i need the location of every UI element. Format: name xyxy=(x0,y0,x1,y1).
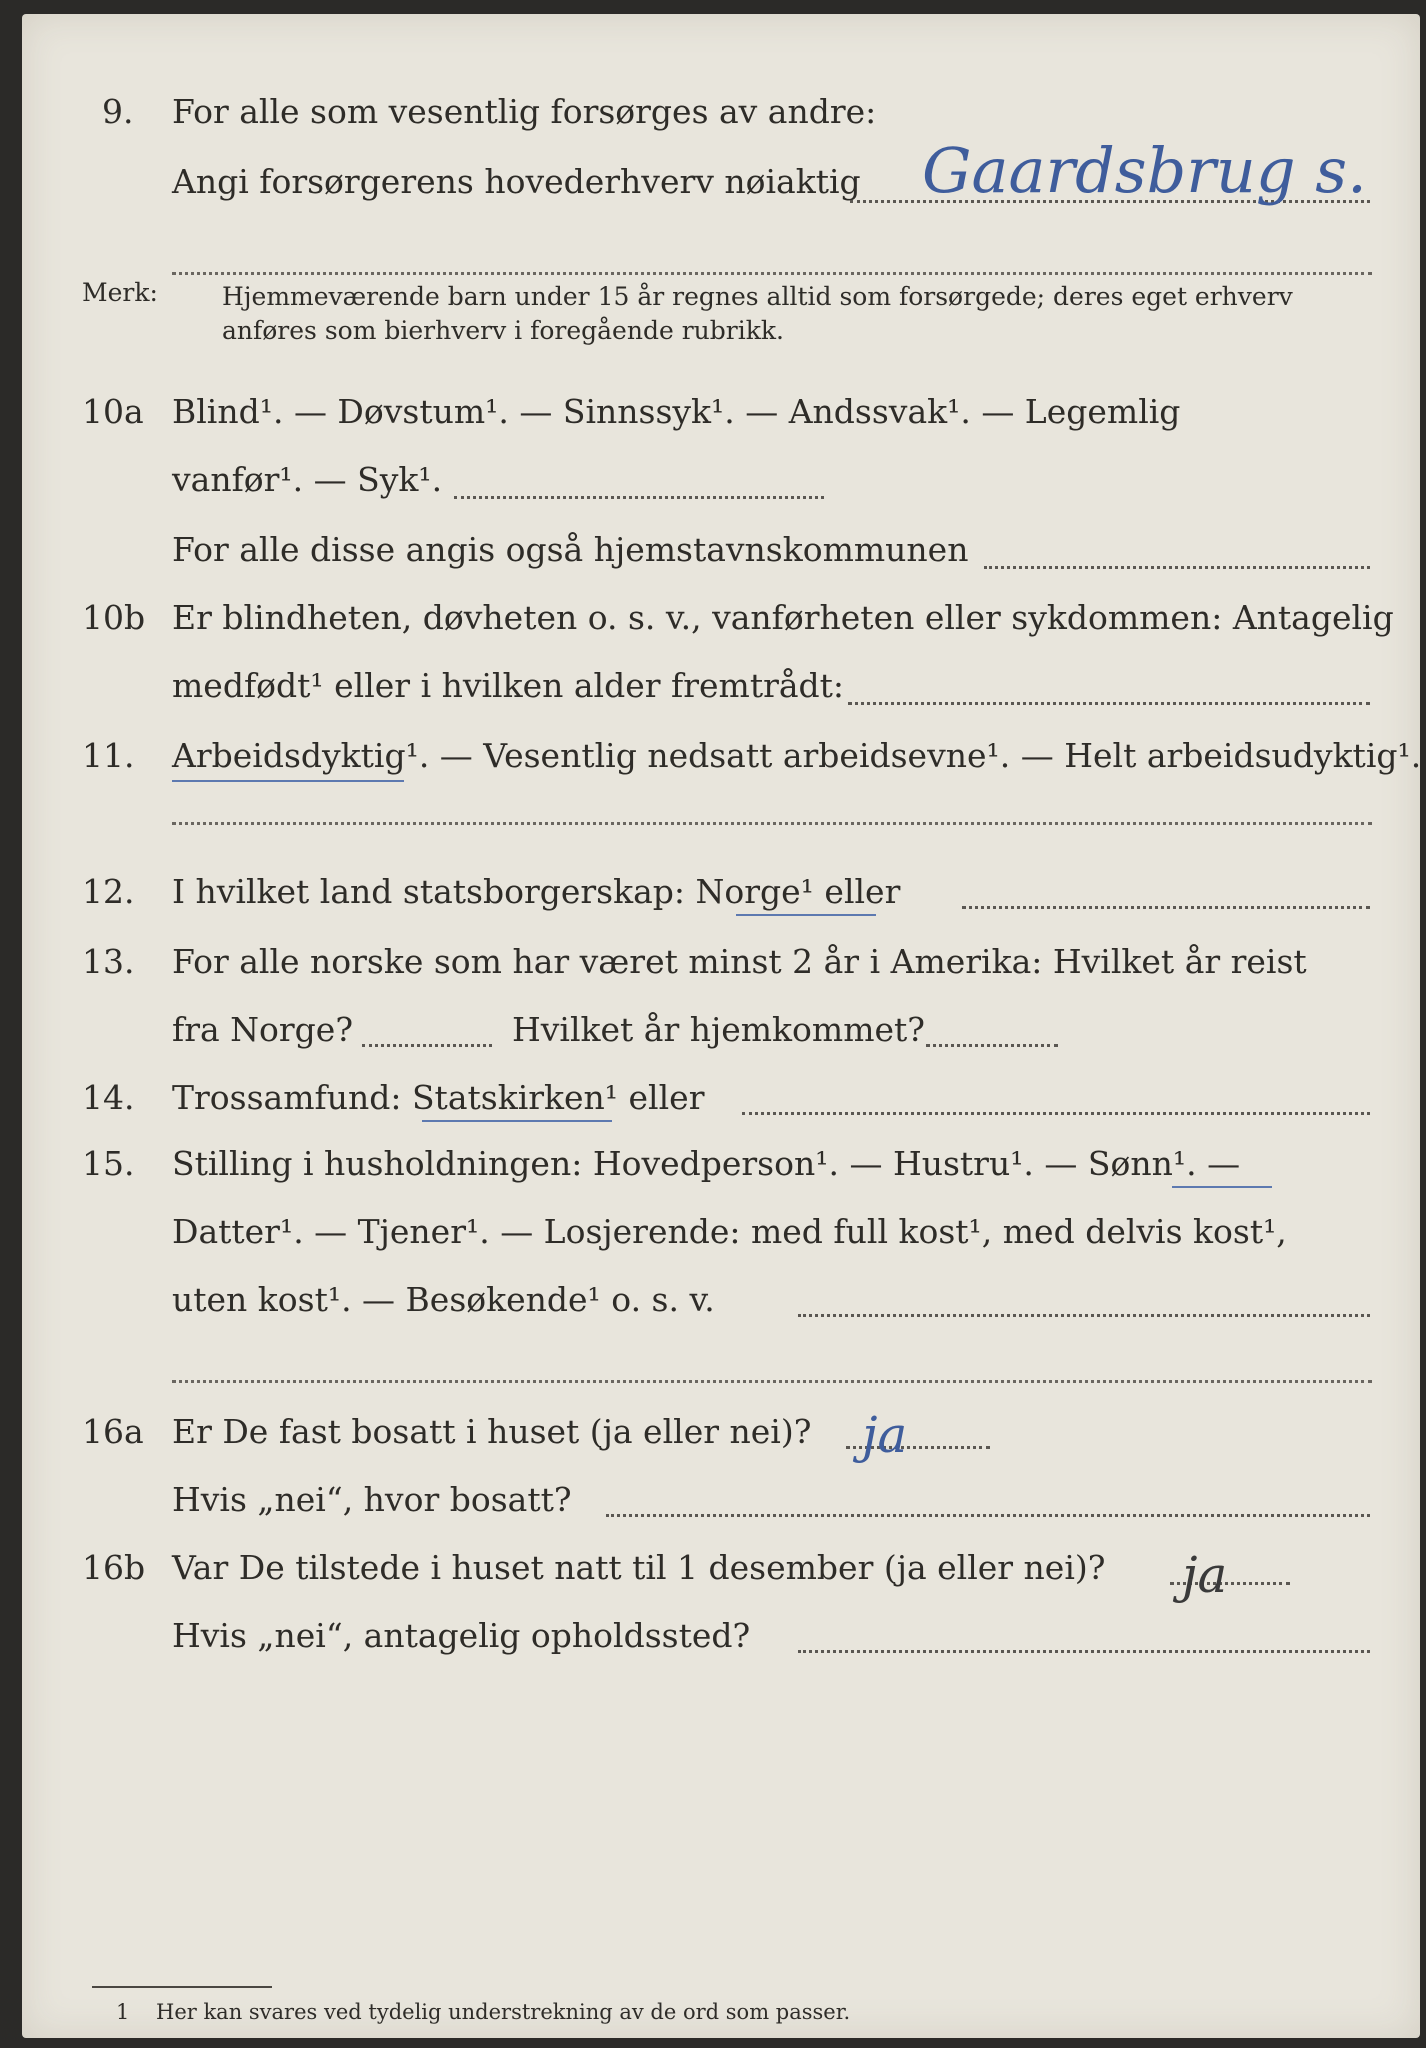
item-15-line1 xyxy=(172,1144,1240,1200)
item-10a-hometown-line xyxy=(984,566,1370,569)
item-16a-residence-line xyxy=(606,1514,1370,1517)
item-number-16b: 16b xyxy=(82,1548,146,1587)
item-14-line1 xyxy=(172,1078,704,1134)
note-line1: Hjemmeværende barn under 15 år regnes alltid som forsørgede; deres eget erhverv xyxy=(222,282,1293,311)
item-15-answer-line xyxy=(798,1314,1370,1317)
item-number-10a: 10a xyxy=(82,392,144,431)
item-15-line2: Datter¹. — Tjener¹. — Losjerende: med full kost¹, med delvis kost¹, xyxy=(172,1212,1287,1251)
item-9-extra-line xyxy=(172,272,1372,275)
item-9-line2: Angi forsørgerens hovederhverv nøiaktig xyxy=(172,162,861,201)
item-12-pen-underline xyxy=(736,914,876,916)
note-label: Merk: xyxy=(82,278,158,307)
item-12-underlined-choice: Norge¹ xyxy=(695,872,814,911)
item-10a-line3: For alle disse angis også hjemstavnskommunen xyxy=(172,530,969,569)
item-9-line1: For alle som vesentlig forsørges av andre: xyxy=(172,92,877,131)
item-14-suffix: eller xyxy=(628,1078,705,1117)
item-number-12: 12. xyxy=(82,872,135,911)
item-16a-handwritten-answer: ja xyxy=(862,1406,908,1464)
item-11-pen-underline xyxy=(172,780,404,782)
item-number-10b: 10b xyxy=(82,598,146,637)
item-number-9: 9. xyxy=(102,92,134,131)
footnote-marker: 1 xyxy=(116,2000,130,2024)
item-13-line2a: fra Norge? xyxy=(172,1010,354,1049)
item-12-prefix: I hvilket land statsborgerskap: xyxy=(172,872,686,911)
item-15-line3: uten kost¹. — Besøkende¹ o. s. v. xyxy=(172,1280,715,1319)
item-12-answer-line xyxy=(962,906,1370,909)
item-number-13: 13. xyxy=(82,942,135,981)
item-10b-line1: Er blindheten, døvheten o. s. v., vanførheten eller sykdommen: Antagelig xyxy=(172,598,1394,637)
item-number-14: 14. xyxy=(82,1078,135,1117)
item-16a-line2: Hvis „nei“, hvor bosatt? xyxy=(172,1480,572,1519)
item-11-line1 xyxy=(172,736,1421,792)
item-15-pen-underline xyxy=(1172,1186,1272,1188)
item-number-15: 15. xyxy=(82,1144,135,1183)
item-10a-line2: vanfør¹. — Syk¹. xyxy=(172,460,443,499)
item-11-underlined-choice: Arbeidsdyktig¹ xyxy=(172,736,419,775)
item-10a-answer-line xyxy=(454,496,824,499)
item-12-suffix: eller xyxy=(824,872,901,911)
item-10a-line1: Blind¹. — Døvstum¹. — Sinnssyk¹. — Andssvak¹. — Legemlig xyxy=(172,392,1181,431)
item-11-extra-line xyxy=(172,822,1372,825)
item-15-extra-line xyxy=(172,1380,1372,1383)
item-15-underlined-choice: Sønn¹ xyxy=(1087,1144,1187,1183)
item-13-line1: For alle norske som har været minst 2 år i Amerika: Hvilket år reist xyxy=(172,942,1307,981)
item-16b-line1: Var De tilstede i huset natt til 1 desember (ja eller nei)? xyxy=(172,1548,1106,1587)
item-13-year-left-line xyxy=(362,1044,492,1047)
item-13-line2b: Hvilket år hjemkommet? xyxy=(512,1010,925,1049)
footnote-text: Her kan svares ved tydelig understrekning av de ord som passer. xyxy=(156,2000,851,2024)
item-15-prefix: Stilling i husholdningen: Hovedperson¹. — Hustru¹. — xyxy=(172,1144,1078,1183)
item-16a-line1: Er De fast bosatt i huset (ja eller nei)? xyxy=(172,1412,812,1451)
item-12-line1 xyxy=(172,872,900,928)
item-14-answer-line xyxy=(742,1112,1370,1115)
item-16b-line2: Hvis „nei“, antagelig opholdssted? xyxy=(172,1616,751,1655)
item-15-suffix: . — xyxy=(1186,1144,1241,1183)
item-10b-answer-line xyxy=(848,702,1370,705)
item-number-16a: 16a xyxy=(82,1412,144,1451)
note-line2: anføres som bierhverv i foregående rubrikk. xyxy=(222,316,784,345)
item-16b-residence-line xyxy=(798,1650,1370,1653)
footnote-separator xyxy=(92,1986,272,1988)
item-11-rest: . — Vesentlig nedsatt arbeidsevne¹. — Helt arbeidsudyktig¹. xyxy=(418,736,1422,775)
item-13-year-returned-line xyxy=(926,1044,1058,1047)
item-number-11: 11. xyxy=(82,736,135,775)
item-14-underlined-choice: Statskirken¹ xyxy=(411,1078,619,1117)
item-16b-handwritten-answer: ja xyxy=(1182,1546,1228,1604)
item-14-prefix: Trossamfund: xyxy=(172,1078,402,1117)
item-14-pen-underline xyxy=(422,1120,612,1122)
form-page xyxy=(22,14,1420,2038)
item-10b-line2: medfødt¹ eller i hvilken alder fremtrådt: xyxy=(172,666,845,705)
item-9-handwritten-answer: Gaardsbrug s. xyxy=(922,134,1367,207)
